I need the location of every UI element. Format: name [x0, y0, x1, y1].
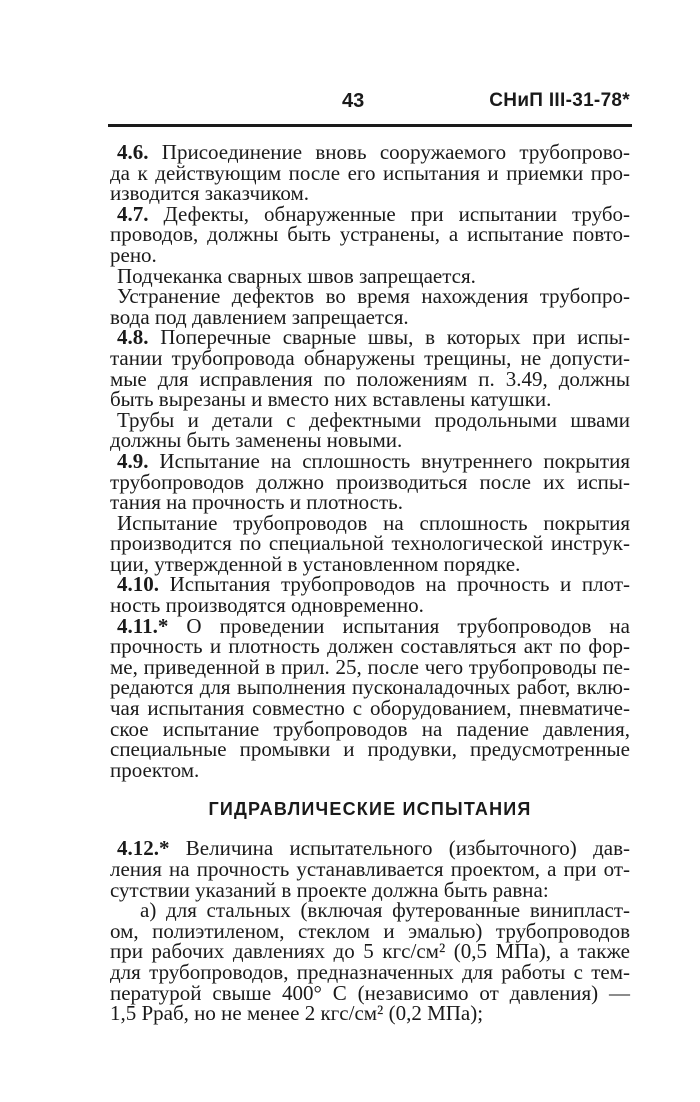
line-text: чая испытания совместно с оборудованием, пневматиче- [110, 696, 630, 721]
line-text: при рабочих давлениях до 5 кгс/см² (0,5 МПа), а также [110, 939, 630, 964]
text-line [110, 263, 630, 288]
text-line [110, 595, 630, 616]
line-text: Подчеканка сварных швов запрещается. [117, 263, 476, 288]
text-line [110, 980, 630, 1005]
text-line [110, 918, 630, 943]
text-line [110, 574, 630, 595]
clause-4-8 [110, 325, 630, 412]
line-text: Испытание на сплошность внутреннего покрытия [148, 448, 630, 473]
text-line [110, 345, 630, 370]
text-line [110, 838, 630, 859]
text-line [110, 492, 630, 513]
text-line [110, 183, 630, 204]
line-text: Дефекты, обнаруженные при испытании трубо- [148, 201, 630, 226]
line-text: да к действующим после его испытания и приемки про- [110, 160, 630, 185]
line-text: проектом. [110, 757, 200, 782]
paragraph [110, 286, 630, 327]
line-text: ме, приведенной в прил. 25, после чего трубопроводы пе- [110, 654, 630, 679]
clause-4-9 [110, 448, 630, 515]
line-text: редаются для выполнения пусконаладочных работ, вклю- [110, 675, 630, 700]
text-line [110, 551, 630, 576]
line-text: пературой свыше 400° С (независимо от давления) — [110, 980, 630, 1005]
text-line [110, 613, 630, 638]
line-text: для трубопроводов, предназначенных для работы с тем- [110, 959, 630, 984]
clause-number: 4.12.* [117, 836, 170, 861]
text-line [110, 677, 630, 698]
line-text: Присоединение вновь сооружаемого трубопрово- [148, 140, 630, 164]
clause-4-11 [110, 613, 630, 782]
text-line [110, 366, 630, 391]
text-line [110, 859, 630, 880]
line-text: Испытание трубопроводов на сплошность покрытия [117, 510, 630, 535]
line-text: ции, утвержденной в установленном порядке. [110, 551, 521, 576]
text-line [110, 757, 630, 782]
line-text: сутствии указаний в проекте должна быть равна: [110, 877, 549, 902]
clause-number: 4.11.* [117, 613, 169, 638]
text-line [110, 533, 630, 554]
text-line [110, 160, 630, 185]
text-line [110, 739, 630, 760]
line-text: вода под давлением запрещается. [110, 304, 409, 329]
paragraph [110, 510, 630, 576]
clause-4-6 [110, 142, 630, 204]
document-code: СНиП III-31-78* [489, 90, 630, 111]
line-text: должны быть заменены новыми. [110, 428, 403, 453]
clause-4-12 [110, 838, 630, 900]
line-text: Поперечные сварные швы, в которых при испы- [148, 325, 630, 350]
clause-number: 4.9. [117, 448, 149, 473]
line-text: ское испытание трубопроводов на падение давления, [110, 716, 630, 741]
text-line [110, 142, 630, 163]
text-line [110, 224, 630, 245]
paragraph [110, 900, 630, 1024]
text-line [110, 900, 630, 921]
line-text: быть вырезаны и вместо них вставлены катушки. [110, 387, 552, 412]
body-text [110, 142, 630, 1024]
paragraph [110, 407, 630, 453]
line-text: тания на прочность и плотность. [110, 490, 403, 515]
line-text: Устранение дефектов во время нахождения трубопро- [117, 284, 630, 309]
clause-number: 4.10. [117, 572, 159, 597]
line-text: а) для стальных (включая футерованные винипласт- [140, 898, 630, 923]
line-text: изводится заказчиком. [110, 181, 310, 206]
text-line [110, 1003, 630, 1024]
line-text: производится по специальной технологической инструк- [110, 531, 630, 556]
page-header [110, 90, 630, 116]
line-text: Величина испытательного (избыточного) дав- [169, 836, 630, 861]
text-line [110, 941, 630, 962]
line-text: Испытания трубопроводов на прочность и плот- [159, 572, 630, 597]
line-text: ность производятся одновременно. [110, 593, 424, 618]
text-line [110, 510, 630, 535]
text-line [110, 430, 630, 451]
text-line [110, 407, 630, 432]
text-line [110, 469, 630, 494]
text-line [110, 698, 630, 719]
clause-4-10 [110, 572, 630, 618]
line-text: О проведении испытания трубопроводов на [168, 613, 630, 638]
line-text: тании трубопровода обнаружены трещины, не допусти- [110, 345, 630, 370]
line-text: ом, полиэтиленом, стеклом и эмалью) трубопроводов [110, 918, 630, 943]
text-line [110, 448, 630, 473]
line-text: специальные промывки и продувки, предусмотренные [110, 737, 630, 762]
text-line [110, 877, 630, 902]
text-line [110, 959, 630, 984]
line-text: проводов, должны быть устранены, а испытание повто- [110, 222, 630, 247]
section-heading: ГИДРАВЛИЧЕСКИЕ ИСПЫТАНИЯ [208, 799, 532, 820]
text-line [110, 286, 630, 307]
text-line [110, 304, 630, 329]
line-text: мые для исправления по положениям п. 3.49, должны [110, 366, 630, 391]
line-text: прочность и плотность должен составляться акт по фор- [110, 634, 630, 659]
text-line [110, 636, 630, 657]
paragraph [110, 263, 630, 288]
clause-number: 4.7. [117, 201, 149, 226]
clause-4-7 [110, 201, 630, 267]
page-number: 43 [342, 90, 365, 112]
clause-number: 4.8. [117, 325, 149, 350]
text-line [110, 654, 630, 679]
text-line [110, 716, 630, 741]
text-line [110, 389, 630, 410]
line-text: трубопроводов должно производиться после их испы- [110, 469, 630, 494]
line-text: ления на прочность устанавливается проектом, а при от- [110, 857, 630, 881]
text-line [110, 201, 630, 226]
clause-number: 4.6. [117, 140, 149, 164]
header-rule [108, 124, 632, 127]
text-line [110, 327, 630, 348]
line-text: 1,5 Pраб, но не менее 2 кгс/см² (0,2 МПа); [110, 1001, 484, 1026]
line-text: рено. [110, 242, 157, 267]
text-line [110, 242, 630, 267]
line-text: Трубы и детали с дефектными продольными швами [117, 407, 630, 432]
